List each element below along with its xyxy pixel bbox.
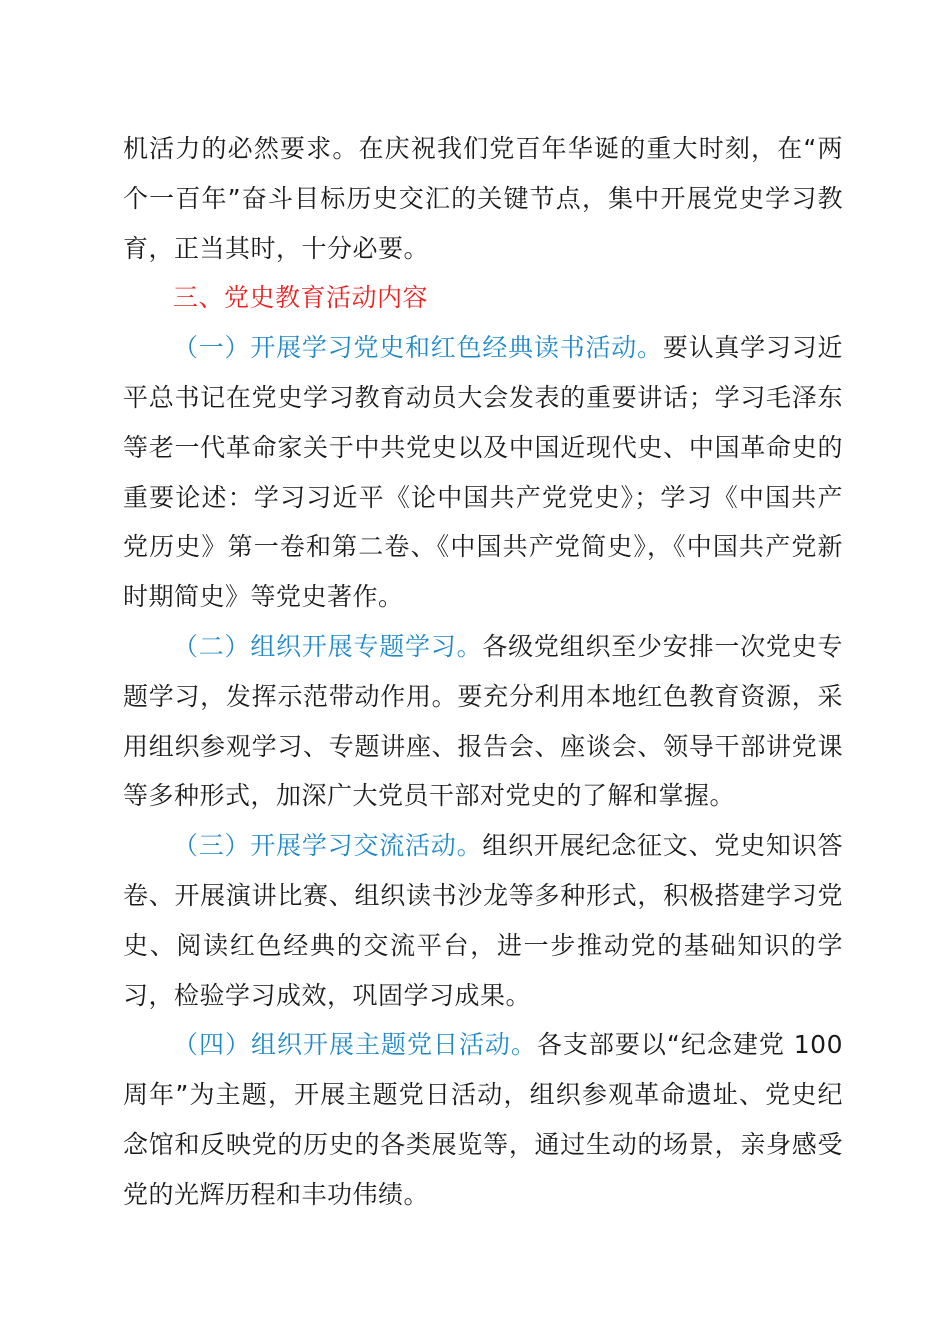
item-paragraph-4 xyxy=(123,1020,843,1219)
item-body-1: 要认真学习习近平总书记在党史学习教育动员大会发表的重要讲话；学习毛泽东等老一代革命家关于中共党史以及中国近现代史、中国革命史的重要论述：学习习近平《论中国共产党党史》；学习《中国共产党历史》第一卷和第二卷、《中国共产党简史》，《中国共产党新时期简史》等党史著作。 xyxy=(123,333,843,612)
document-body xyxy=(123,124,843,1220)
intro-paragraph: 机活力的必然要求。在庆祝我们党百年华诞的重大时刻，在“两个一百年”奋斗目标历史交汇的关键节点，集中开展党史学习教育，正当其时，十分必要。 xyxy=(123,134,843,263)
section-title: 三、党史教育活动内容 xyxy=(173,283,429,313)
item-heading-3: （三）开展学习交流活动。 xyxy=(173,831,483,861)
item-paragraph-1 xyxy=(123,323,843,622)
item-heading-1: （一）开展学习党史和红色经典读书活动。 xyxy=(173,333,663,363)
item-body-2: 各级党组织至少安排一次党史专题学习，发挥示范带动作用。要充分利用本地红色教育资源，采用组织参观学习、专题讲座、报告会、座谈会、领导干部讲党课等多种形式，加深广大党员干部对党史的了解和掌握。 xyxy=(123,631,843,811)
item-heading-4: （四）组织开展主题党日活动。 xyxy=(173,1030,537,1060)
item-paragraph-2 xyxy=(123,622,843,821)
item-body-4: 各支部要以“纪念建党 100 周年”为主题，开展主题党日活动，组织参观革命遗址、党史纪念馆和反映党的历史的各类展览等，通过生动的场景，亲身感受党的光辉历程和丰功伟绩。 xyxy=(123,1030,843,1209)
item-paragraph-3 xyxy=(123,821,843,1020)
item-heading-2: （二）组织开展专题学习。 xyxy=(173,631,483,661)
item-body-3: 组织开展纪念征文、党史知识答卷、开展演讲比赛、组织读书沙龙等多种形式，积极搭建学习党史、阅读红色经典的交流平台，进一步推动党的基础知识的学习，检验学习成效，巩固学习成果。 xyxy=(123,831,843,1010)
